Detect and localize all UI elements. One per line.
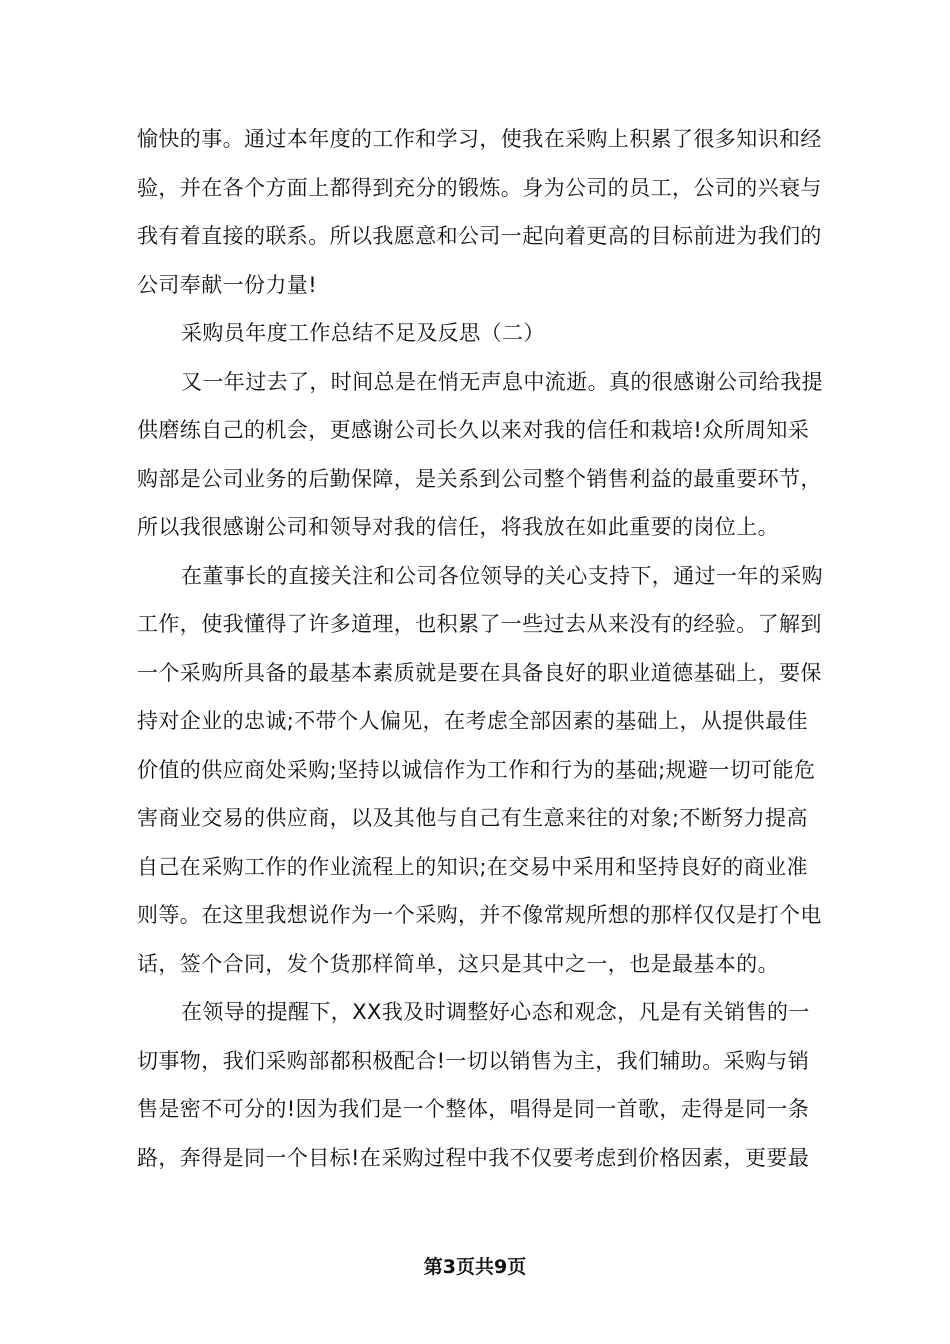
text-line: 则等。在这里我想说作为一个采购，并不像常规所想的那样仅仅是打个电 xyxy=(137,903,822,927)
text-line: 售是密不可分的!因为我们是一个整体，唱得是同一首歌，走得是同一条 xyxy=(137,1097,810,1121)
text-line: 我有着直接的联系。所以我愿意和公司一起向着更高的目标前进为我们的 xyxy=(137,224,822,248)
text-line: 一个采购所具备的最基本素质就是要在具备良好的职业道德基础上，要保 xyxy=(137,660,822,685)
text-line: 愉快的事。通过本年度的工作和学习，使我在采购上积累了很多知识和经 xyxy=(137,127,822,151)
text-line: 持对企业的忠诚;不带个人偏见，在考虑全部因素的基础上，从提供最佳 xyxy=(137,709,808,733)
text-line: 购部是公司业务的后勤保障，是关系到公司整个销售利益的最重要环节， xyxy=(137,466,822,491)
section-heading: 采购员年度工作总结不足及反思（二） xyxy=(181,321,545,345)
page-number-footer: 第3页共9页 xyxy=(423,1256,527,1278)
text-line: 验，并在各个方面上都得到充分的锻炼。身为公司的员工，公司的兴衰与 xyxy=(137,175,822,200)
text-line: 所以我很感谢公司和领导对我的信任，将我放在如此重要的岗位上。 xyxy=(137,515,779,539)
text-line: 价值的供应商处采购;坚持以诚信作为工作和行为的基础;规避一切可能危 xyxy=(137,757,816,782)
text-line: 又一年过去了，时间总是在悄无声息中流逝。真的很感谢公司给我提 xyxy=(181,369,823,394)
text-line: 供磨练自己的机会，更感谢公司长久以来对我的信任和栽培!众所周知采 xyxy=(137,418,810,442)
text-line: 公司奉献一份力量! xyxy=(137,272,318,297)
text-line: 害商业交易的供应商，以及其他与自己有生意来往的对象;不断努力提高 xyxy=(137,806,808,830)
text-line: 自己在采购工作的作业流程上的知识;在交易中采用和坚持良好的商业准 xyxy=(137,854,808,879)
text-line: 切事物，我们采购部都积极配合!一切以销售为主，我们辅助。采购与销 xyxy=(137,1048,810,1073)
body-text xyxy=(137,115,827,1182)
text-line: 话，签个合同，发个货那样简单，这只是其中之一，也是最基本的。 xyxy=(137,951,779,976)
text-line: 工作，使我懂得了许多道理，也积累了一些过去从来没有的经验。了解到 xyxy=(137,612,822,636)
text-line: 路，奔得是同一个目标!在采购过程中我不仅要考虑到价格因素，更要最 xyxy=(137,1145,810,1170)
text-line: 在董事长的直接关注和公司各位领导的关心支持下，通过一年的采购 xyxy=(181,563,823,588)
text-line: 在领导的提醒下，XX我及时调整好心态和观念，凡是有关销售的一 xyxy=(181,1000,810,1024)
